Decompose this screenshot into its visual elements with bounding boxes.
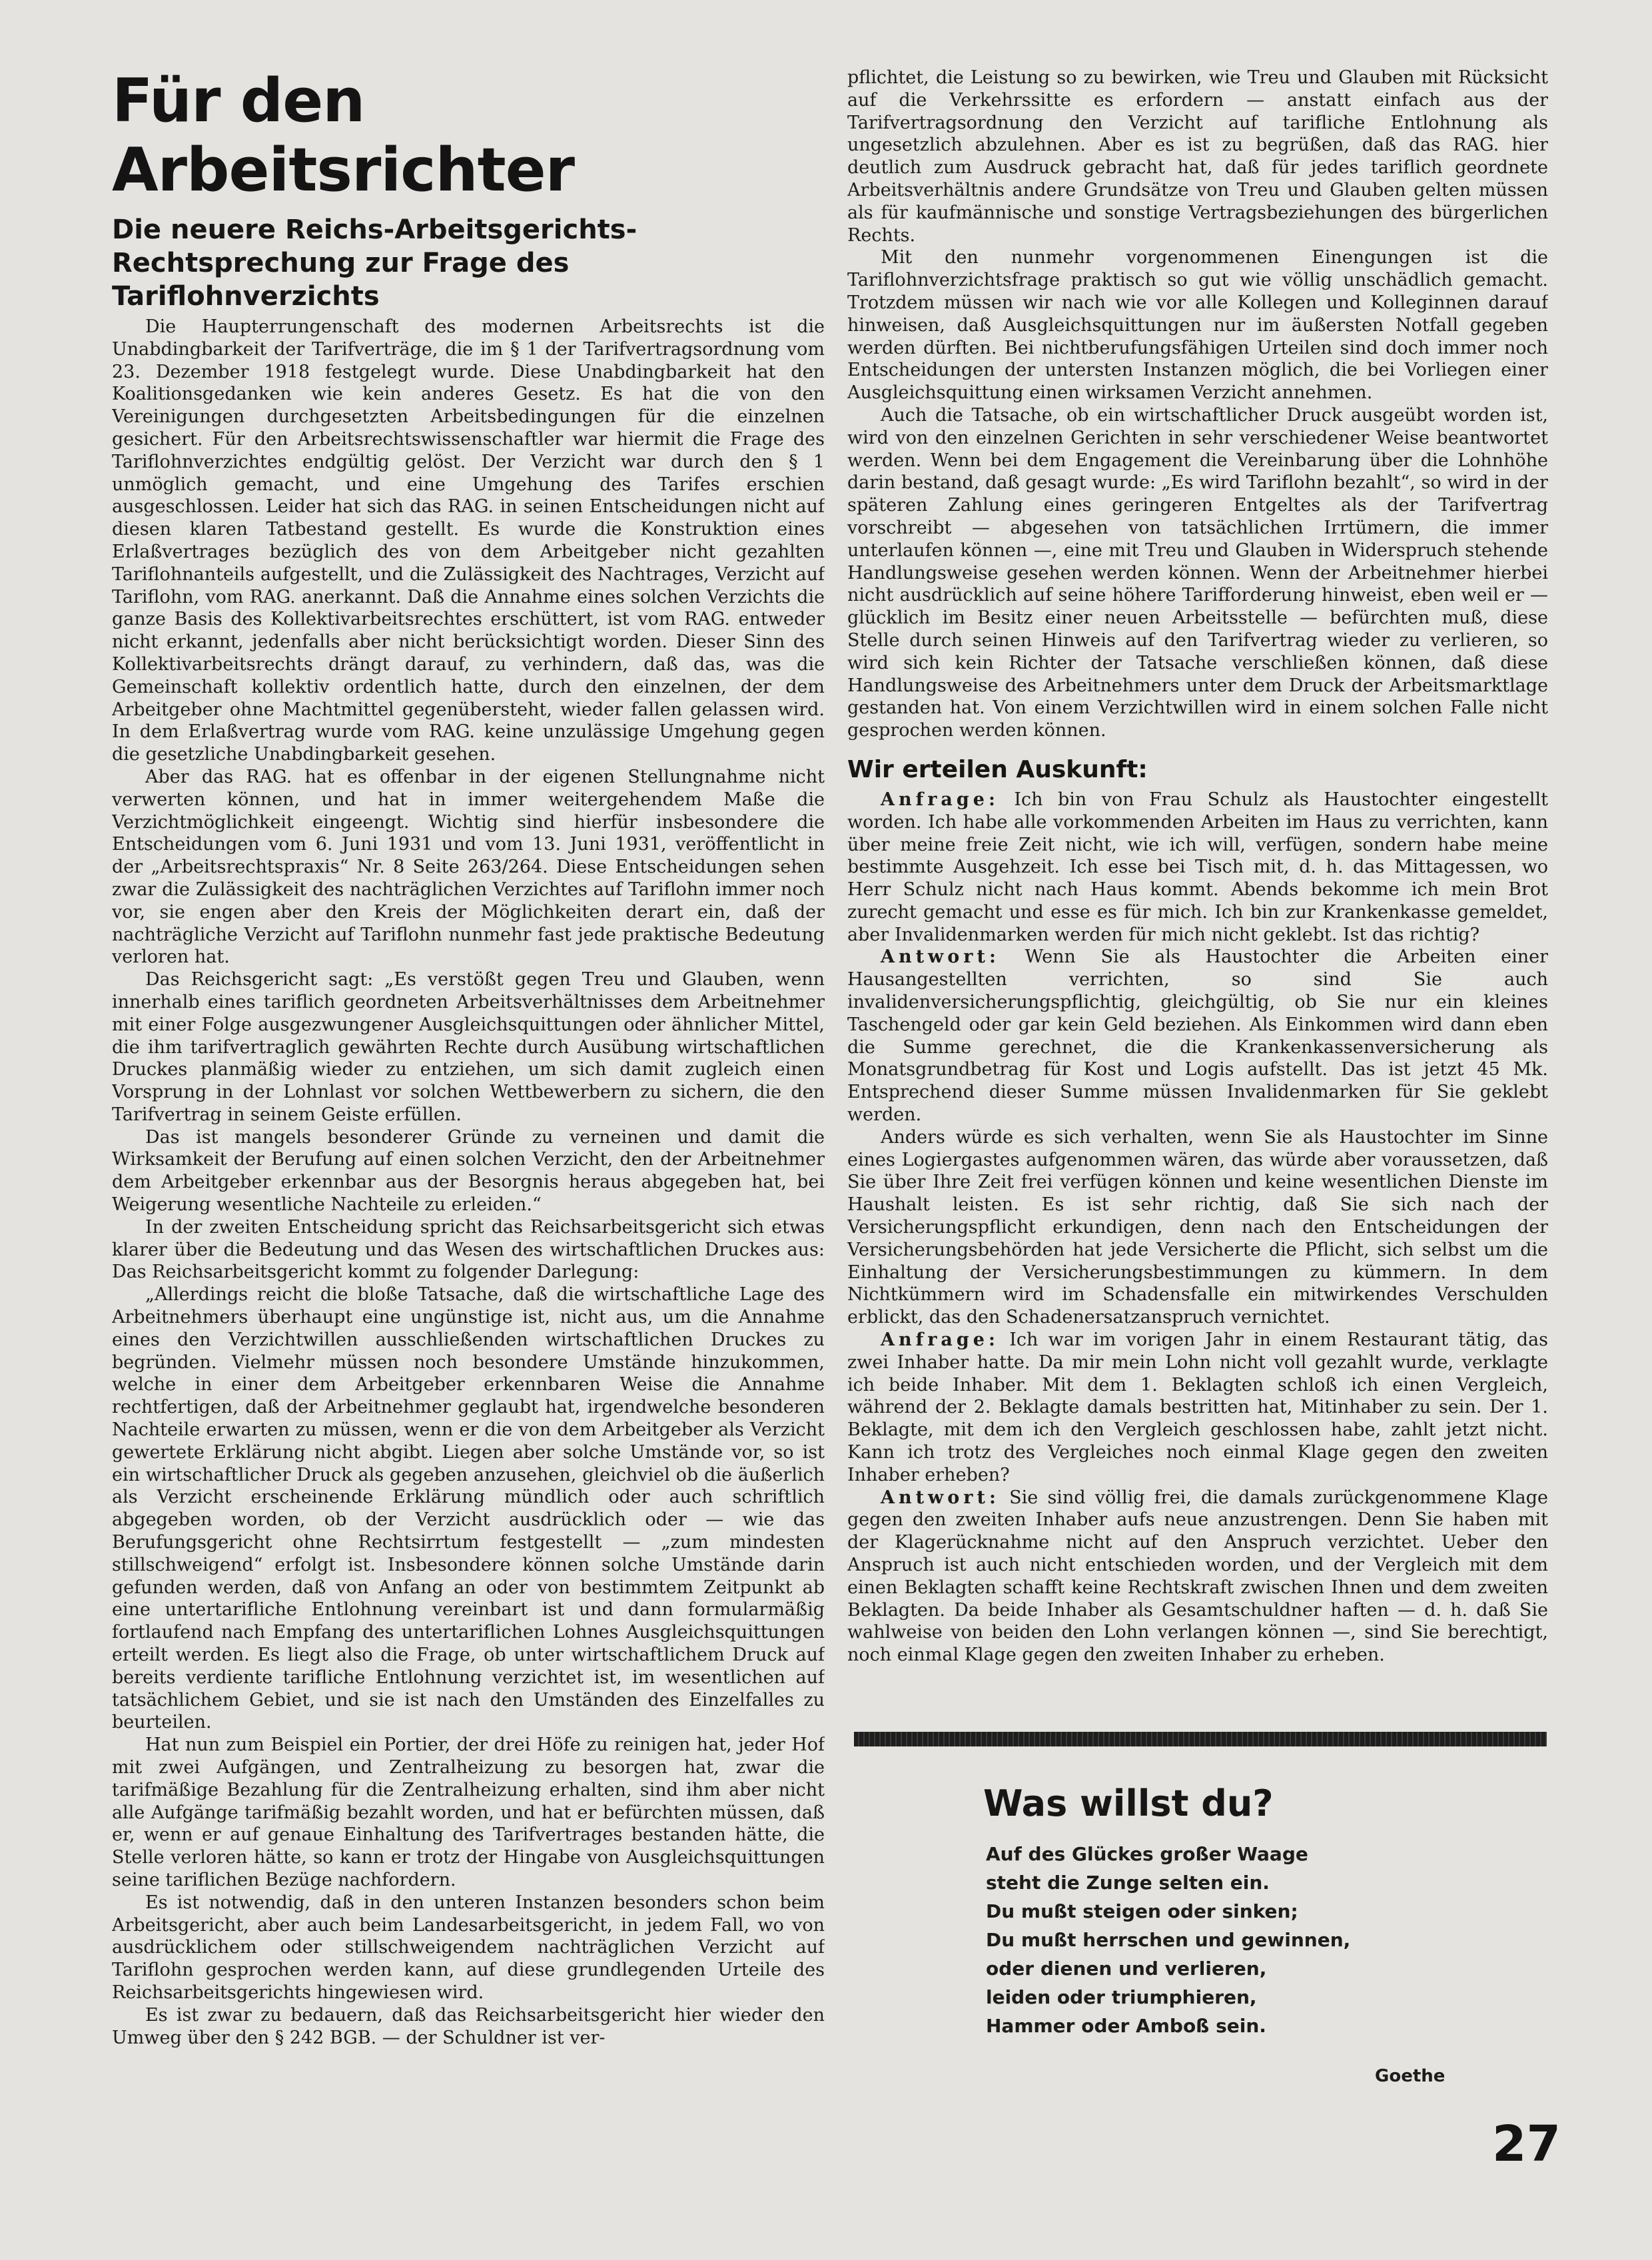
poem-line: Du mußt steigen oder sinken; — [986, 1900, 1298, 1922]
poem-title: Was willst du? — [983, 1782, 1274, 1824]
article-paragraph: Aber das RAG. hat es offenbar in der eigenen Stellungnahme nicht verwerten können, und hat in immer weitergehendem Maße die Verzichtmöglichkeit eingeengt. Wichtig sind hierfür insbesondere die Entscheidungen vom 6. Juni 1931 und vom 13. Juni 1931, veröffentlicht in der „Arbeitsrechtspraxis“ Nr. 8 Seite 263/264. Diese Entscheidungen sehen zwar die Zulässigkeit des nachträglichen Verzichtes auf Tariflohn immer noch vor, sie engen aber den Kreis der Möglichkeiten derart ein, daß der nachträgliche Verzicht auf Tariflohn nunmehr fast jede praktische Bedeutung verloren hat. — [112, 766, 825, 968]
article-title: Für den Arbeitsrichter — [112, 67, 575, 205]
page-number: 27 — [1492, 2115, 1561, 2173]
left-column — [112, 67, 825, 2105]
article-paragraph: Auch die Tatsache, ob ein wirtschaftlicher Druck ausgeübt worden ist, wird von den einzelnen Gerichten in sehr verschiedener Weise beantwortet werden. Wenn bei dem Engagement die Vereinbarung über die Lohnhöhe darin bestand, daß gesagt wurde: „Es wird Tariflohn bezahlt“, so wird in der späteren Zahlung eines geringeren Entgeltes als der Tarifvertrag vorschreibt — abgesehen von tatsächlichen Irrtümern, die immer unterlaufen können —, eine mit Treu und Glauben in Widerspruch stehende Handlungsweise gesehen werden können. Wenn der Arbeitnehmer hierbei nicht ausdrücklich auf seine höhere Tarifforderung hinweist, eben weil er — glücklich im Besitz einer neuen Arbeitsstelle — befürchten muß, diese Stelle durch seinen Hinweis auf den Tarifvertrag wieder zu verlieren, so wird sich kein Richter der Tatsache verschließen können, daß diese Handlungsweise des Arbeitnehmers unter dem Druck der Arbeitsmarktlage gestanden hat. Von einem Verzichtwillen wird in einem solchen Falle nicht gesprochen werden können. — [847, 404, 1548, 741]
article-paragraph: Das Reichsgericht sagt: „Es verstößt gegen Treu und Glauben, wenn innerhalb eines tariflich geordneten Arbeitsverhältnisses dem Arbeitnehmer mit einer Folge ausgezwungener Ausgleichsquittungen oder ähnlicher Mittel, die ihm tarifvertraglich gewährten Rechte durch Ausübung wirtschaftlichen Druckes planmäßig wieder zu entziehen, um sich damit zugleich einen Vorsprung in der Lohnlast vor solchen Wettbewerbern zu sichern, die den Tarifvertrag in seinem Geiste erfüllen. — [112, 969, 825, 1125]
qa-heading: Wir erteilen Auskunft: — [847, 755, 1148, 783]
poem-line: Auf des Glückes großer Waage — [986, 1843, 1308, 1865]
article-paragraph: Das ist mangels besonderer Gründe zu verneinen und damit die Wirksamkeit der Berufung auf einen solchen Verzicht, den der Arbeitnehmer dem Arbeitgeber erkennbar aus der Besorgnis heraus abgegeben hat, bei Weigerung wesentliche Nachteile zu erleiden.“ — [112, 1126, 825, 1216]
poem-line: Hammer oder Amboß sein. — [986, 2015, 1266, 2037]
answer-text: Wenn Sie als Haustochter die Arbeiten einer Hausangestellten verrichten, so sind Sie auch invalidenversicherungspflichtig, gleichgültig, ob Sie nur ein kleines Taschengeld oder gar kein Geld beziehen. Als Einkommen wird dann eben die Summe gerechnet, die die Krankenkassenversicherung als Monatsgrundbetrag für Kost und Logis aufstellt. Das ist jetzt 45 Mk. Entsprechend dieser Summe müssen Invalidenmarken für Sie geklebt werden. — [847, 946, 1548, 1126]
section-divider — [854, 1732, 1547, 1746]
question-label: Anfrage: — [881, 1329, 999, 1351]
qa-question-2 — [847, 1329, 1548, 1487]
article-subtitle: Die neuere Reichs-Arbeitsgerichts-Rechtsprechung zur Frage des Tariflohnverzichts — [112, 214, 637, 312]
poem-line: leiden oder triumphieren, — [986, 1986, 1257, 2008]
answer-label: Antwort: — [881, 1487, 1000, 1508]
answer-label: Antwort: — [881, 946, 1000, 968]
qa-answer-1-continued: Anders würde es sich verhalten, wenn Sie als Haustochter im Sinne eines Logiergastes aufgenommen wären, das würde aber voraussetzen, daß Sie über Ihre Zeit frei verfügen können und keine wesentlichen Dienste im Haushalt leisten. Es ist sehr richtig, daß Sie sich nach der Versicherungspflicht erkundigen, denn nach den Entscheidungen der Versicherungsbehörden hat jede Versicherte die Pflicht, sich selbst um die Einhaltung der Versicherungsbestimmungen zu kümmern. In dem Nichtkümmern wird im Schadensfalle ein mitwirkendes Verschulden erblickt, das den Schadenersatzanspruch vernichtet. — [847, 1126, 1548, 1328]
article-paragraph: Es ist notwendig, daß in den unteren Instanzen besonders schon beim Arbeitsgericht, aber auch beim Landesarbeitsgericht, in jedem Fall, wo von ausdrücklichem oder stillschweigendem nachträglichen Verzicht auf Tariflohn gesprochen werden kann, auf diese grundlegenden Urteile des Reichsarbeitsgerichts hingewiesen wird. — [112, 1892, 825, 2003]
poem-body — [986, 1840, 1545, 2040]
question-label: Anfrage: — [881, 789, 999, 810]
article-paragraph: Es ist zwar zu bedauern, daß das Reichsarbeitsgericht hier wieder den Umweg über den § 242 BGB. — der Schuldner ist ver- — [112, 2004, 825, 2048]
answer-text: Sie sind völlig frei, die damals zurückgenommene Klage gegen den zweiten Inhaber aufs neue anzustrengen. Denn Sie haben mit der Klagerücknahme nicht auf den Anspruch verzichtet. Ueber den Anspruch ist auch nicht entschieden worden, und der Vergleich mit dem einen Beklagten schafft keine Rechtskraft zwischen Ihnen und dem zweiten Beklagten. Da beide Inhaber als Gesamtschuldner haften — d. h. daß Sie wahlweise von beiden den Lohn verlangen können —, sind Sie berechtigt, noch einmal Klage gegen den zweiten Inhaber zu erheben. — [847, 1487, 1548, 1666]
qa-question-1 — [847, 789, 1548, 946]
article-paragraph-continued: pflichtet, die Leistung so zu bewirken, wie Treu und Glauben mit Rücksicht auf die Verkehrssitte es erfordern — anstatt einfach aus der Tarifvertragsordnung den Verzicht auf tarifliche Entlohnung als ungesetzlich abzulehnen. Aber es ist zu begrüßen, daß das RAG. hier deutlich zum Ausdruck gebracht hat, daß für jedes tariflich geordnete Arbeitsverhältnis andere Grundsätze von Treu und Glauben gelten müssen als für kaufmännische und sonstige Vertragsbeziehungen des bürgerlichen Rechts. — [847, 67, 1548, 246]
article-paragraph: Mit den nunmehr vorgenommenen Einengungen ist die Tariflohnverzichtsfrage praktisch so gut wie völlig unschädlich gemacht. Trotzdem müssen wir nach wie vor alle Kollegen und Kolleginnen darauf hinweisen, daß Ausgleichsquittungen nur im äußersten Notfall gegeben werden dürften. Bei nichtberufungsfähigen Urteilen sind doch immer noch Entscheidungen der untersten Instanzen möglich, die bei Vorliegen einer Ausgleichsquittung einen wirksamen Verzicht annehmen. — [847, 247, 1548, 404]
poem-line: Du mußt herrschen und gewinnen, — [986, 1929, 1351, 1951]
question-text: Ich bin von Frau Schulz als Haustochter eingestellt worden. Ich habe alle vorkommenden Arbeiten im Haus zu verrichten, kann über meine freie Zeit nicht, wie ich will, verfügen, sondern habe meine bestimmte Ausgehzeit. Ich esse bei Tisch mit, d. h. das Mittagessen, wo Herr Schulz nicht nach Haus kommt. Abends bekomme ich mein Brot zurecht gemacht und esse es für mich. Ich bin zur Krankenkasse gemeldet, aber Invalidenmarken werden für mich nicht geklebt. Ist das richtig? — [847, 789, 1548, 945]
article-paragraph: In der zweiten Entscheidung spricht das Reichsarbeitsgericht sich etwas klarer über die Bedeutung und das Wesen des wirtschaftlichen Druckes aus: Das Reichsarbeitsgericht kommt zu folgender Darlegung: — [112, 1216, 825, 1283]
poem-line: steht die Zunge selten ein. — [986, 1872, 1270, 1894]
article-paragraph: Die Haupterrungenschaft des modernen Arbeitsrechts ist die Unabdingbarkeit der Tarifverträge, die im § 1 der Tarifvertragsordnung vom 23. Dezember 1918 festgelegt wurde. Diese Unabdingbarkeit hat den Koalitionsgedanken wie kein anderes Gesetz. Es hat die von den Vereinigungen durchgesetzten Arbeitsbedingungen für die einzelnen gesichert. Für den Arbeitsrechtswissenschaftler war hiermit die Frage des Tariflohnverzichtes endgültig gelöst. Der Verzicht war durch den § 1 unmöglich gemacht, und eine Umgehung des Tarifes erschien ausgeschlossen. Leider hat sich das RAG. in seinen Entscheidungen nicht auf diesen klaren Tatbestand gestellt. Es wurde die Konstruktion eines Erlaßvertrages bezüglich des von dem Arbeitgeber nicht gezahlten Tariflohnanteils aufgestellt, und die Zulässigkeit des Nachtrages, Verzicht auf Tariflohn, vom RAG. anerkannt. Daß die Annahme eines solchen Verzichts die ganze Basis des Kollektivarbeitsrechtes erschüttert, ist vom RAG. entweder nicht erkannt, jedenfalls aber nicht berücksichtigt worden. Dieser Sinn des Kollektivarbeitsrechts drängt darauf, zu verhindern, daß das, was die Gemeinschaft kollektiv ordentlich hatte, durch den einzelnen, der dem Arbeitgeber ohne Machtmittel gegenübersteht, wieder fallen gelassen wird. In dem Erlaßvertrag wurde vom RAG. keine unzulässige Umgehung gegen die gesetzliche Unabdingbarkeit gesehen. — [112, 316, 825, 765]
question-text: Ich war im vorigen Jahr in einem Restaurant tätig, das zwei Inhaber hatte. Da mir mein Lohn nicht voll gezahlt wurde, verklagte ich beide Inhaber. Mit dem 1. Beklagten schloß ich einen Vergleich, während der 2. Beklagte damals bestritten hat, Mitinhaber zu sein. Der 1. Beklagte, mit dem ich den Vergleich geschlossen habe, zahlt jetzt nicht. Kann ich trotz des Vergleiches noch einmal Klage gegen den zweiten Inhaber erheben? — [847, 1329, 1548, 1485]
qa-answer-1 — [847, 946, 1548, 1126]
article-quote: „Allerdings reicht die bloße Tatsache, daß die wirtschaftliche Lage des Arbeitnehmers überhaupt eine ungünstige ist, nicht aus, um die Annahme eines den Verzichtwillen ausschließenden wirtschaftlichen Druckes zu begründen. Vielmehr müssen noch besondere Umstände hinzukommen, welche in einer dem Arbeitgeber erkennbaren Weise die Annahme rechtfertigen, daß der Arbeitnehmer geglaubt hat, irgendwelche besonderen Nachteile erwarten zu müssen, wenn er die von dem Arbeitgeber als Verzicht gewertete Erklärung nicht abgibt. Liegen aber solche Umstände vor, so ist ein wirtschaftlicher Druck als gegeben anzusehen, gleichviel ob die äußerlich als Verzicht erscheinende Erklärung mündlich oder auch schriftlich abgegeben worden, ob der Verzicht ausdrücklich oder — wie das Berufungsgericht ohne Rechtsirrtum festgestellt — „zum mindesten stillschweigend“ erfolgt ist. Insbesondere können solche Umstände darin gefunden werden, daß von Anfang an oder von bestimmtem Zeitpunkt ab eine untertarifliche Entlohnung vereinbart ist und dann formularmäßig fortlaufend nach Empfang des untertariflichen Lohnes Ausgleichsquittungen erteilt werden. Es liegt also die Frage, ob unter wirtschaftlichem Druck auf bereits verdiente tarifliche Entlohnung verzichtet ist, im wesentlichen auf tatsächlichem Gebiet, und sie ist nach den Umständen des Einzelfalles zu beurteilen. — [112, 1284, 825, 1733]
poem-line: oder dienen und verlieren, — [986, 1958, 1267, 1980]
poem-author: Goethe — [1375, 2066, 1446, 2086]
qa-answer-2 — [847, 1487, 1548, 1667]
article-paragraph: Hat nun zum Beispiel ein Portier, der drei Höfe zu reinigen hat, jeder Hof mit zwei Aufgängen, und Zentralheizung zu besorgen hat, zwar die tarifmäßige Bezahlung für die Zentralheizung erhalten, sind ihm aber nicht alle Aufgänge tarifmäßig bezahlt worden, und hat er befürchten müssen, daß er, wenn er auf genaue Einhaltung des Tarifvertrages bestanden hätte, die Stelle verloren hätte, so kann er trotz der Hingabe von Ausgleichsquittungen seine tariflichen Bezüge nachfordern. — [112, 1734, 825, 1890]
